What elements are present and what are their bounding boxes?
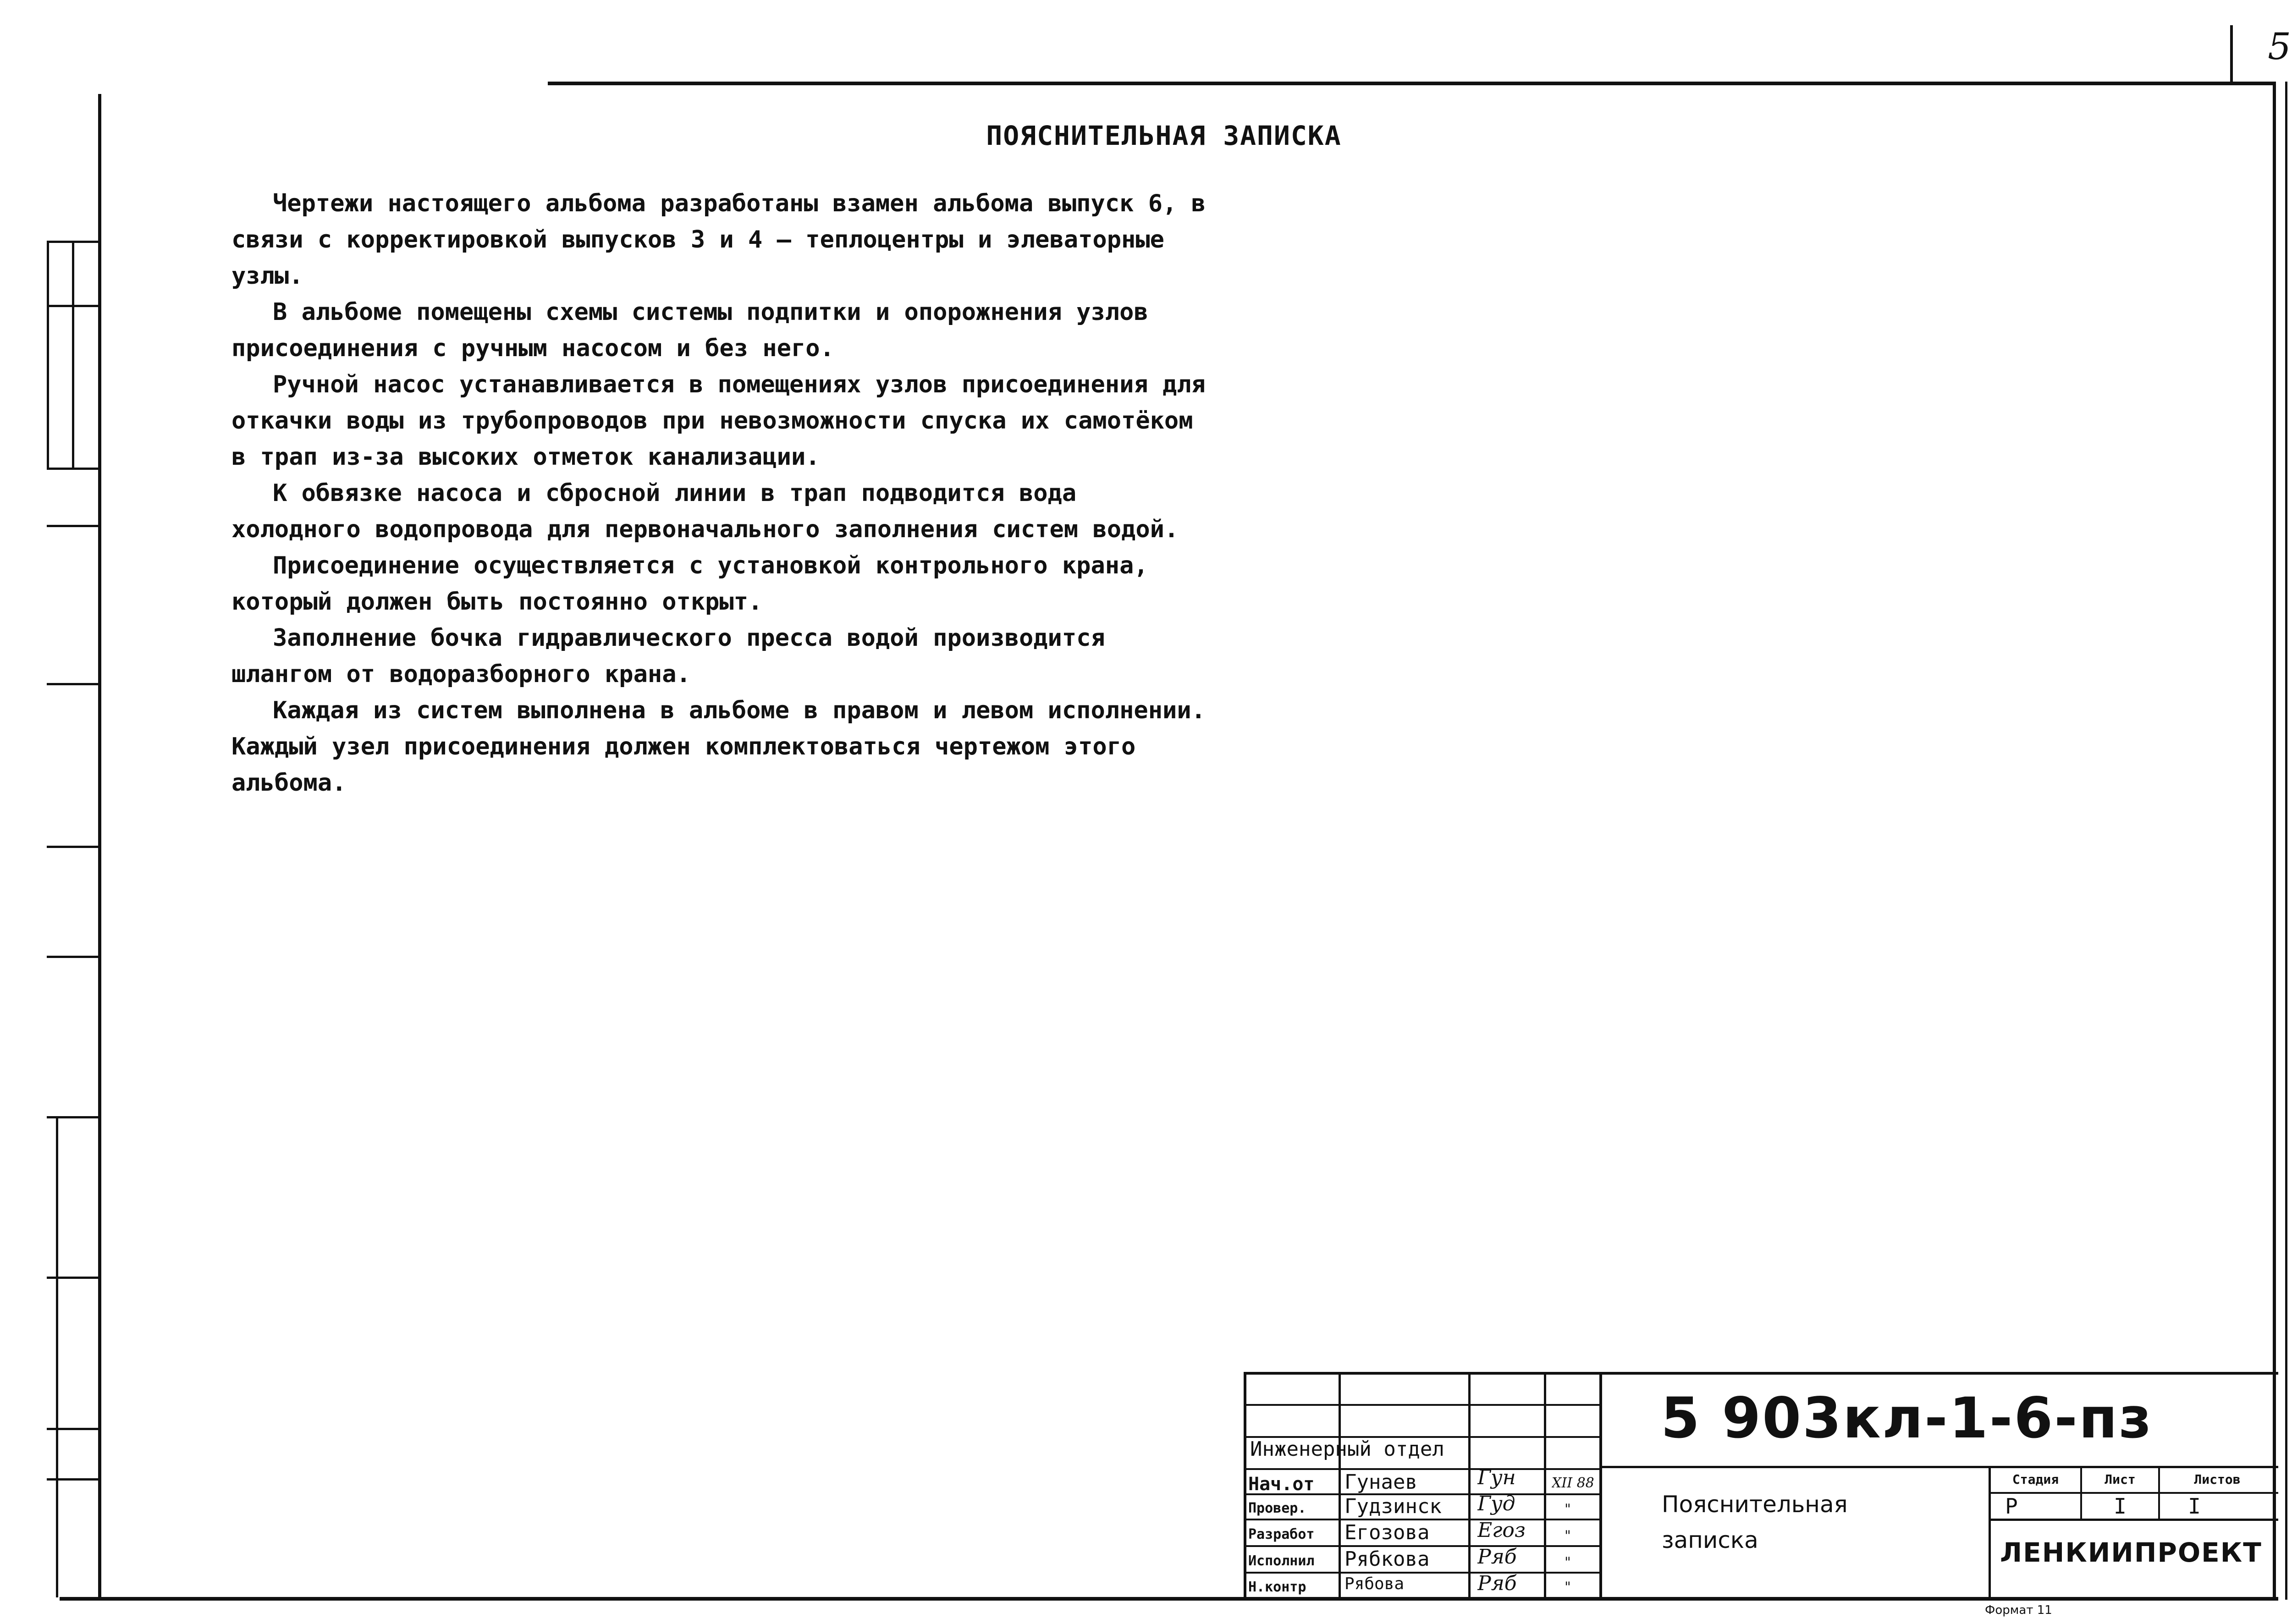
title-block xyxy=(1244,1372,2278,1603)
person-name: Рябова xyxy=(1344,1574,1405,1593)
paragraph: Каждая из систем выполнена в альбоме в правом и левом исполнении. Каждый узел присоединения должен комплектоваться чертежом этого альбома. xyxy=(231,697,1206,797)
date: " xyxy=(1565,1501,1571,1517)
sheet-number: 5 xyxy=(2268,25,2291,68)
signature: Гун xyxy=(1477,1466,1516,1489)
signature: Ряб xyxy=(1477,1572,1517,1595)
binding-strip xyxy=(47,241,99,1597)
date: XII 88 xyxy=(1552,1475,1594,1491)
sheet-header: Лист xyxy=(2105,1472,2136,1487)
role-label: Исполнил xyxy=(1248,1553,1315,1569)
signature: Гуд xyxy=(1477,1492,1515,1515)
stage-header: Стадия xyxy=(2012,1472,2059,1487)
paragraph: Чертежи настоящего альбома разработаны взамен альбома выпуск 6, в связи с корректировкой выпусков 3 и 4 – теплоцентры и элеваторные узлы. xyxy=(231,190,1206,290)
role-label: Разработ xyxy=(1248,1526,1315,1542)
signature: Ряб xyxy=(1477,1545,1517,1569)
date: " xyxy=(1565,1554,1571,1570)
date: " xyxy=(1565,1579,1571,1595)
role-label: Провер. xyxy=(1248,1500,1306,1516)
paragraph: Заполнение бочка гидравлического пресса водой производится шлангом от водоразборного крана. xyxy=(231,624,1105,688)
paragraph: Присоединение осуществляется с установкой контрольного крана, который должен быть постоянно открыт. xyxy=(231,552,1148,616)
document-title: Пояснительная записка xyxy=(1662,1491,1848,1553)
explanatory-text xyxy=(231,186,1217,801)
page-title: ПОЯСНИТЕЛЬНАЯ ЗАПИСКА xyxy=(986,120,1342,151)
signature: Егоз xyxy=(1477,1519,1526,1542)
paragraph: Ручной насос устанавливается в помещениях узлов присоединения для откачки воды из трубопроводов при невозможности спуска их самотёком в трап из-за высоких отметок канализации. xyxy=(231,371,1206,471)
role-label: Н.контр xyxy=(1248,1579,1306,1595)
sheets-header: Листов xyxy=(2194,1472,2241,1487)
sheets-value: I xyxy=(2188,1494,2201,1519)
person-name: Рябкова xyxy=(1344,1547,1430,1571)
frame-right-outer-line xyxy=(2285,82,2287,1600)
stage-value: Р xyxy=(2005,1494,2018,1519)
person-name: Гудзинск xyxy=(1344,1495,1442,1518)
frame-top-line xyxy=(548,82,2276,85)
format-label: Формат 11 xyxy=(1985,1603,2052,1617)
person-name: Гунаев xyxy=(1344,1470,1417,1494)
date: " xyxy=(1565,1528,1571,1544)
sheet-number-box-line xyxy=(2230,25,2233,83)
role-label: Нач.от xyxy=(1248,1474,1315,1495)
paragraph: К обвязке насоса и сбросной линии в трап подводится вода холодного водопровода для первоначального заполнения систем водой. xyxy=(231,479,1179,543)
person-name: Егозова xyxy=(1344,1521,1430,1544)
department-label: Инженерный отдел xyxy=(1250,1437,1444,1461)
paragraph: В альбоме помещены схемы системы подпитки и опорожнения узлов присоединения с ручным насосом и без него. xyxy=(231,298,1148,362)
organization-name: ЛЕНКИИПРОЕКТ xyxy=(2000,1537,2262,1568)
sheet-value: I xyxy=(2114,1494,2127,1519)
document-code: 5 903кл-1-6-пз xyxy=(1661,1386,2153,1451)
